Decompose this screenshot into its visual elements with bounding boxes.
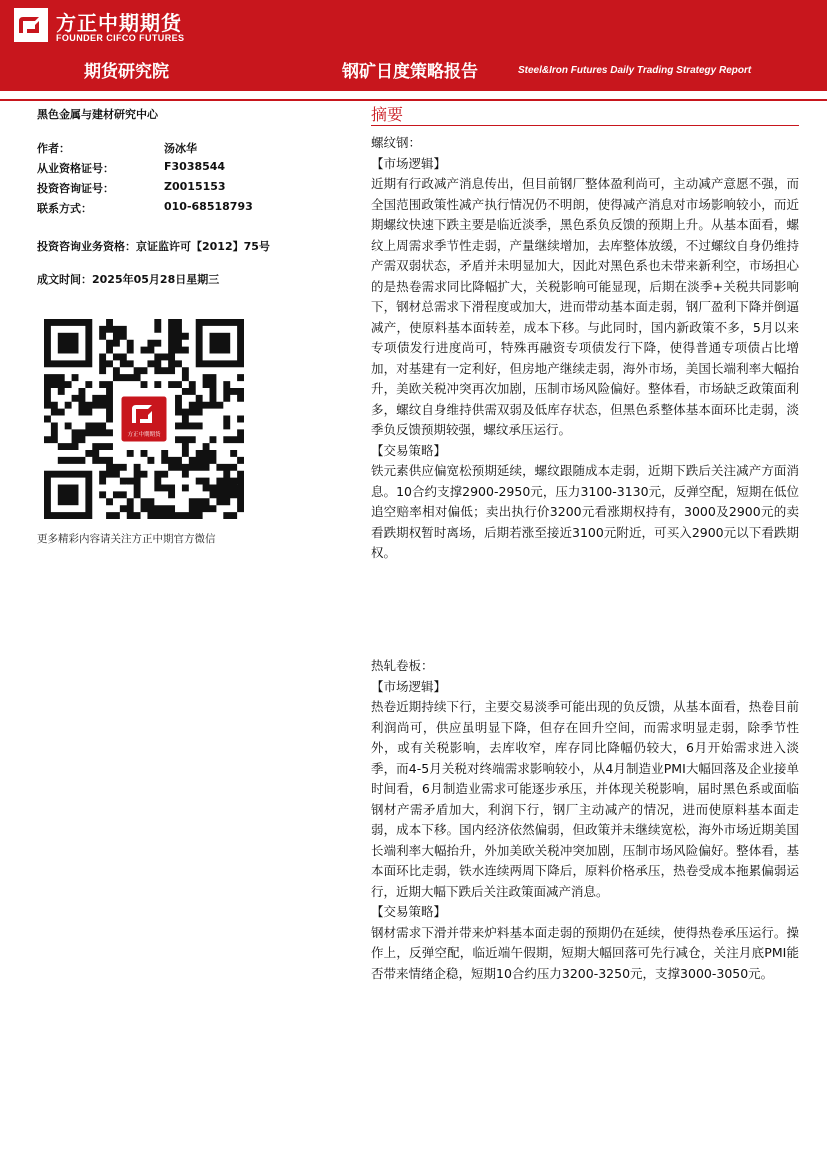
report-title: 钢矿日度策略报告 — [342, 62, 478, 82]
report-title-en: Steel&Iron Futures Daily Trading Strategy Report — [518, 65, 752, 76]
report-header — [0, 0, 827, 91]
contact-label: 联系方式： — [37, 202, 92, 215]
wechat-qr-code — [44, 319, 244, 519]
advisory-label: 投资咨询证号： — [37, 182, 114, 195]
research-center: 黑色金属与建材研究中心 — [37, 108, 158, 121]
contact-phone: 010-68518793 — [164, 200, 253, 213]
company-name: 方正中期期货 — [56, 11, 182, 35]
author-label: 作者： — [37, 142, 70, 155]
founder-logo-icon — [14, 8, 48, 42]
header-divider — [0, 99, 827, 101]
hrc-strategy-label: 【交易策略】 — [371, 904, 447, 919]
qr-center-logo-icon — [120, 395, 168, 443]
qr-center-label: 方正中期期货 — [127, 432, 161, 438]
rebar-heading: 螺纹钢： — [371, 135, 422, 150]
report-date: 成文时间：2025年05月28日星期三 — [37, 273, 220, 286]
rebar-logic-label: 【市场逻辑】 — [371, 155, 447, 171]
qr-finder-pattern — [44, 471, 92, 519]
hrc-logic-text: 热卷近期持续下行，主要交易淡季可能出现的负反馈，从基本面看，热卷目前利润尚可，供应虽明显下降，但存在回升空间，而需求明显走弱，除季节性外，或有关税影响，去库收窄，库存同比降幅仍较大，6月开始需求进入淡季，而4-5月关税对终端需求影响较小，从4月制造业PMI大幅回落及企业接单时间看，6月制造业需求可能逐步承压，并体现关税影响，届时黑色系或面临钢材产需矛盾加大，利润下行，钢厂主动减产的情况，进而使原料基本面走弱，成本下移。国内经济依然偏弱，但政策并未继续宽松，海外市场近期美国长端利率大幅抬升，外加美欧关税冲突加剧，压制市场风险偏好。整体看，基本面环比走弱，铁水连续两周下降后，原料价格承压，热卷受成本拖累偏弱运行，近期大幅下跌后关注政策面减产消息。 — [371, 699, 799, 899]
institute-name: 期货研究院 — [84, 62, 169, 82]
author-name: 汤冰华 — [164, 142, 197, 155]
hrc-heading: 热轧卷板： — [371, 658, 434, 673]
rebar-section — [371, 133, 799, 564]
summary-divider — [371, 125, 799, 126]
rebar-strategy-text: 铁元素供应偏宽松预期延续，螺纹跟随成本走弱，近期下跌后关注减产方面消息。10合约支撑2900-2950元，压力3100-3130元，反弹空配，短期在低位追空赔率相对偏低；卖出执行价3200元看涨期权持有，3000及2900元的卖看跌期权暂时离场，后期若涨至接近3100元附近，可买入2900元以下看跌期权。 — [371, 463, 799, 560]
company-name-en: FOUNDER CIFCO FUTURES — [56, 33, 185, 43]
advisory-number: Z0015153 — [164, 180, 226, 193]
license-info: 投资咨询业务资格：京证监许可【2012】75号 — [37, 240, 270, 253]
qualification-label: 从业资格证号： — [37, 162, 114, 175]
hot-rolled-section — [371, 656, 799, 984]
rebar-strategy-label: 【交易策略】 — [371, 442, 447, 458]
qr-caption: 更多精彩内容请关注方正中期官方微信 — [37, 533, 216, 545]
hrc-strategy-text: 钢材需求下滑并带来炉料基本面走弱的预期仍在延续，使得热卷承压运行。操作上，反弹空配，临近端午假期，短期大幅回落可先行减仓，关注月底PMI能否带来情绪企稳，短期10合约压力3200-3250元，支撑3000-3050元。 — [371, 924, 799, 981]
hrc-logic-label: 【市场逻辑】 — [371, 678, 447, 694]
summary-title: 摘要 — [371, 105, 404, 124]
rebar-logic-text: 近期有行政减产消息传出，但目前钢厂整体盈利尚可，主动减产意愿不强，而全国范围政策性减产执行情况仍不明朗，使得减产消息对市场影响较小，而近期螺纹快速下跌主要是临近淡季，黑色系负反馈的预期上升。从基本面看，螺纹上周需求季节性走弱，产量继续增加，去库整体放缓，不过螺纹自身仍维持产需双弱状态，矛盾并未明显加大，因此对黑色系也未带来新利空，市场担心的是热卷需求同比降幅扩大，关税影响可能显现，后期在淡季+关税共同影响下，钢材总需求下滑程度或加大，进而带动基本面走弱，钢厂盈利下降并倒逼减产，使原料基本面转差，成本下移。与此同时，国内新政策不多，5月以来专项债发行进度尚可，特殊再融资专项债发行下降，使得普通专项债占比增加，对基建有一定利好，但房地产继续走弱，海外市场，美国长端利率大幅抬升，美欧关税冲突再次加剧，压制市场风险偏好。整体看，市场缺乏政策面利多，螺纹自身维持供需双弱及低库存状态，但黑色系整体基本面环比走弱，淡季负反馈预期较强，螺纹承压运行。 — [371, 176, 799, 437]
qr-finder-pattern — [196, 319, 244, 367]
qr-finder-pattern — [44, 319, 92, 367]
qualification-number: F3038544 — [164, 160, 226, 173]
